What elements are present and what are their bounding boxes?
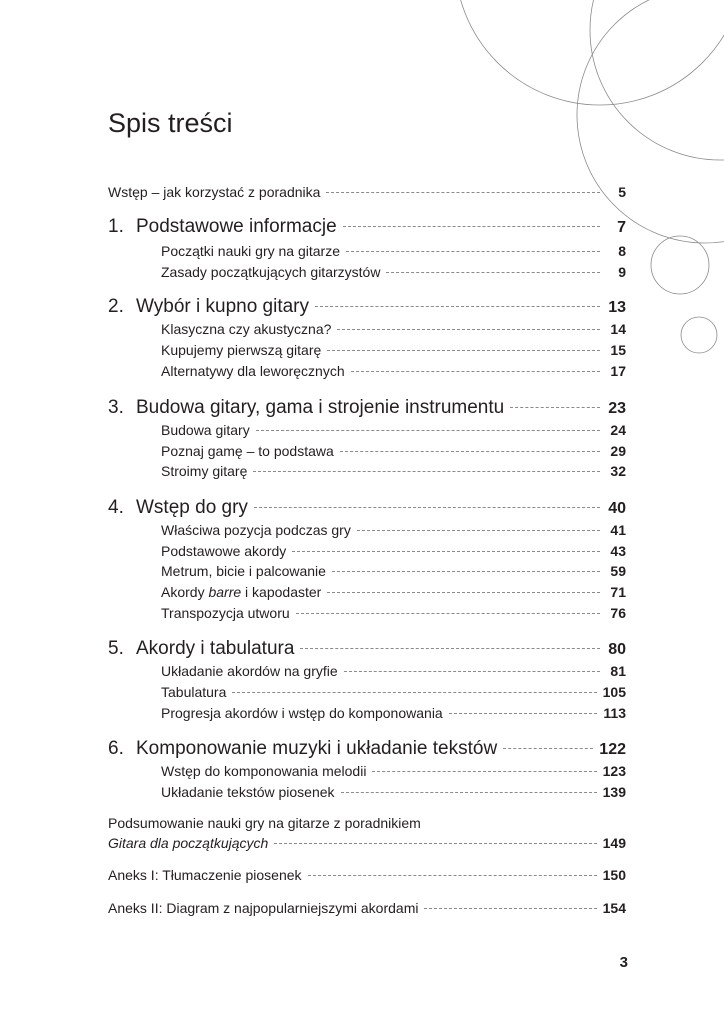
- toc-section[interactable]: [161, 584, 626, 600]
- dot-leader: [503, 748, 593, 749]
- toc-entry-label: Gitara dla początkujących: [108, 835, 269, 851]
- toc-section[interactable]: [161, 705, 626, 721]
- toc-section[interactable]: [161, 342, 626, 358]
- toc-chapter-4[interactable]: [108, 497, 626, 519]
- toc-section-label: Układanie tekstów piosenek: [161, 784, 335, 800]
- dot-leader: [351, 371, 600, 372]
- chapter-title: Wybór i kupno gitary: [136, 296, 310, 317]
- toc-section[interactable]: [161, 264, 626, 280]
- toc-section[interactable]: [161, 563, 626, 579]
- toc-section[interactable]: [161, 605, 626, 621]
- chapter-number: 1.: [108, 216, 124, 237]
- deco-circle-arc: [590, 0, 724, 160]
- toc-page-number: 7: [617, 219, 626, 236]
- deco-circle-small: [651, 236, 709, 294]
- dot-leader: [326, 192, 600, 193]
- label-text: Akordy: [161, 584, 209, 600]
- dot-leader: [332, 571, 600, 572]
- dot-leader: [256, 430, 600, 431]
- dot-leader: [254, 507, 600, 508]
- deco-circle-large: [455, 0, 724, 105]
- toc-page-number: 80: [608, 641, 626, 658]
- toc-chapter-5[interactable]: [108, 638, 626, 660]
- chapter-number: 2.: [108, 296, 124, 317]
- toc-page-number: 105: [602, 684, 626, 700]
- toc-section-label: Alternatywy dla leworęcznych: [161, 363, 345, 379]
- toc-section-label: Stroimy gitarę: [161, 463, 248, 479]
- toc-section-label: Poznaj gamę – to podstawa: [161, 443, 334, 459]
- dot-leader: [292, 551, 600, 552]
- toc-entry-label: Wstęp – jak korzystać z poradnika: [108, 184, 321, 200]
- dot-leader: [327, 592, 600, 593]
- chapter-title: Komponowanie muzyki i układanie tekstów: [136, 738, 498, 759]
- toc-page-number: 14: [610, 321, 626, 337]
- toc-page-number: 113: [603, 705, 626, 721]
- toc-page-number: 32: [610, 463, 626, 479]
- dot-leader: [386, 272, 600, 273]
- toc-section[interactable]: [161, 663, 626, 679]
- toc-page-number: 5: [618, 184, 626, 200]
- toc-section[interactable]: [161, 321, 626, 337]
- toc-page-number: 15: [610, 342, 626, 358]
- chapter-title: Podstawowe informacje: [136, 216, 337, 237]
- toc-page-number: 76: [610, 605, 626, 621]
- dot-leader: [308, 875, 597, 876]
- toc-chapter-6[interactable]: [108, 738, 626, 760]
- toc-page-number: 13: [608, 299, 626, 316]
- deco-circle-tiny: [681, 317, 717, 353]
- toc-section-label: Klasyczna czy akustyczna?: [161, 321, 332, 337]
- toc-page-number: 29: [610, 443, 626, 459]
- deco-circle-medium: [577, 0, 724, 243]
- toc-page-number: 139: [602, 784, 626, 800]
- dot-leader: [337, 329, 600, 330]
- dot-leader: [340, 451, 600, 452]
- page-number: 3: [619, 954, 628, 971]
- toc-section-label: Budowa gitary: [161, 422, 250, 438]
- toc-page-number: 40: [608, 500, 626, 517]
- toc-section[interactable]: [161, 784, 626, 800]
- toc-page-number: 23: [608, 400, 626, 417]
- dot-leader: [372, 771, 596, 772]
- toc-page-number: 81: [610, 663, 626, 679]
- chapter-number: 6.: [108, 738, 124, 759]
- dot-leader: [344, 671, 600, 672]
- toc-section-label: Kupujemy pierwszą gitarę: [161, 342, 322, 358]
- toc-section-label: Właściwa pozycja podczas gry: [161, 522, 351, 538]
- dot-leader: [510, 407, 600, 408]
- dot-leader: [343, 226, 600, 227]
- toc-page-number: 150: [602, 867, 626, 883]
- toc-section[interactable]: [161, 522, 626, 538]
- toc-chapter-2[interactable]: [108, 296, 626, 318]
- toc-page-number: 71: [610, 584, 626, 600]
- toc-chapter-3[interactable]: [108, 397, 626, 419]
- dot-leader: [449, 713, 598, 714]
- chapter-number: 3.: [108, 397, 124, 418]
- toc-page-number: 59: [610, 563, 626, 579]
- toc-section-label: [161, 584, 321, 600]
- dot-leader: [274, 843, 596, 844]
- toc-section[interactable]: [161, 443, 626, 459]
- toc-section[interactable]: [161, 243, 626, 259]
- toc-entry-label: Aneks I: Tłumaczenie piosenek: [108, 867, 302, 883]
- toc-page-number: 154: [602, 900, 626, 916]
- toc-page-number: 123: [602, 763, 626, 779]
- chapter-title: Budowa gitary, gama i strojenie instrumentu: [136, 397, 505, 418]
- chapter-number: 4.: [108, 497, 124, 518]
- dot-leader: [424, 908, 596, 909]
- toc-page-number: 17: [610, 363, 626, 379]
- toc-page-number: 43: [610, 543, 626, 559]
- toc-section-label: Wstęp do komponowania melodii: [161, 763, 367, 779]
- toc-section-label: Transpozycja utworu: [161, 605, 290, 621]
- chapter-title: Akordy i tabulatura: [136, 638, 295, 659]
- label-text: i kapodaster: [241, 584, 322, 600]
- dot-leader: [300, 648, 600, 649]
- dot-leader: [315, 306, 600, 307]
- dot-leader: [346, 251, 600, 252]
- dot-leader: [253, 471, 600, 472]
- toc-chapter-1[interactable]: [108, 216, 626, 238]
- toc-section[interactable]: [161, 422, 626, 438]
- toc-section[interactable]: [161, 763, 626, 779]
- toc-entry-summary[interactable]: [108, 835, 626, 851]
- toc-section-label: Progresja akordów i wstęp do komponowania: [161, 705, 443, 721]
- label-italic-text: barre: [208, 584, 242, 600]
- toc-section[interactable]: [161, 463, 626, 479]
- chapter-number: 5.: [108, 638, 124, 659]
- toc-entry-label: Aneks II: Diagram z najpopularniejszymi akordami: [108, 900, 419, 916]
- chapter-title: Wstęp do gry: [136, 497, 248, 518]
- toc-page-number: 122: [599, 741, 626, 758]
- toc-entry-annex-2[interactable]: [108, 900, 626, 916]
- toc-page-number: 41: [610, 522, 626, 538]
- dot-leader: [232, 692, 596, 693]
- toc-section-label: Układanie akordów na gryfie: [161, 663, 338, 679]
- dot-leader: [341, 792, 597, 793]
- dot-leader: [357, 530, 600, 531]
- toc-page-number: 24: [610, 422, 626, 438]
- toc-section-label: Tabulatura: [161, 684, 227, 700]
- toc-section-label: Zasady początkujących gitarzystów: [161, 264, 381, 280]
- dot-leader: [296, 613, 600, 614]
- toc-section[interactable]: [161, 543, 626, 559]
- toc-section-label: Metrum, bicie i palcowanie: [161, 563, 326, 579]
- page-title: Spis treści: [108, 108, 233, 138]
- toc-page-number: 8: [618, 243, 626, 259]
- toc-section-label: Początki nauki gry na gitarze: [161, 243, 340, 259]
- toc-section[interactable]: [161, 684, 626, 700]
- toc-page-number: 149: [602, 835, 626, 851]
- toc-summary-line1[interactable]: Podsumowanie nauki gry na gitarze z poradnikiem: [108, 815, 421, 831]
- toc-section[interactable]: [161, 363, 626, 379]
- toc-page-number: 9: [618, 264, 626, 280]
- toc-section-label: Podstawowe akordy: [161, 543, 287, 559]
- dot-leader: [327, 350, 600, 351]
- toc-entry-intro[interactable]: [108, 184, 626, 200]
- toc-entry-annex-1[interactable]: [108, 867, 626, 883]
